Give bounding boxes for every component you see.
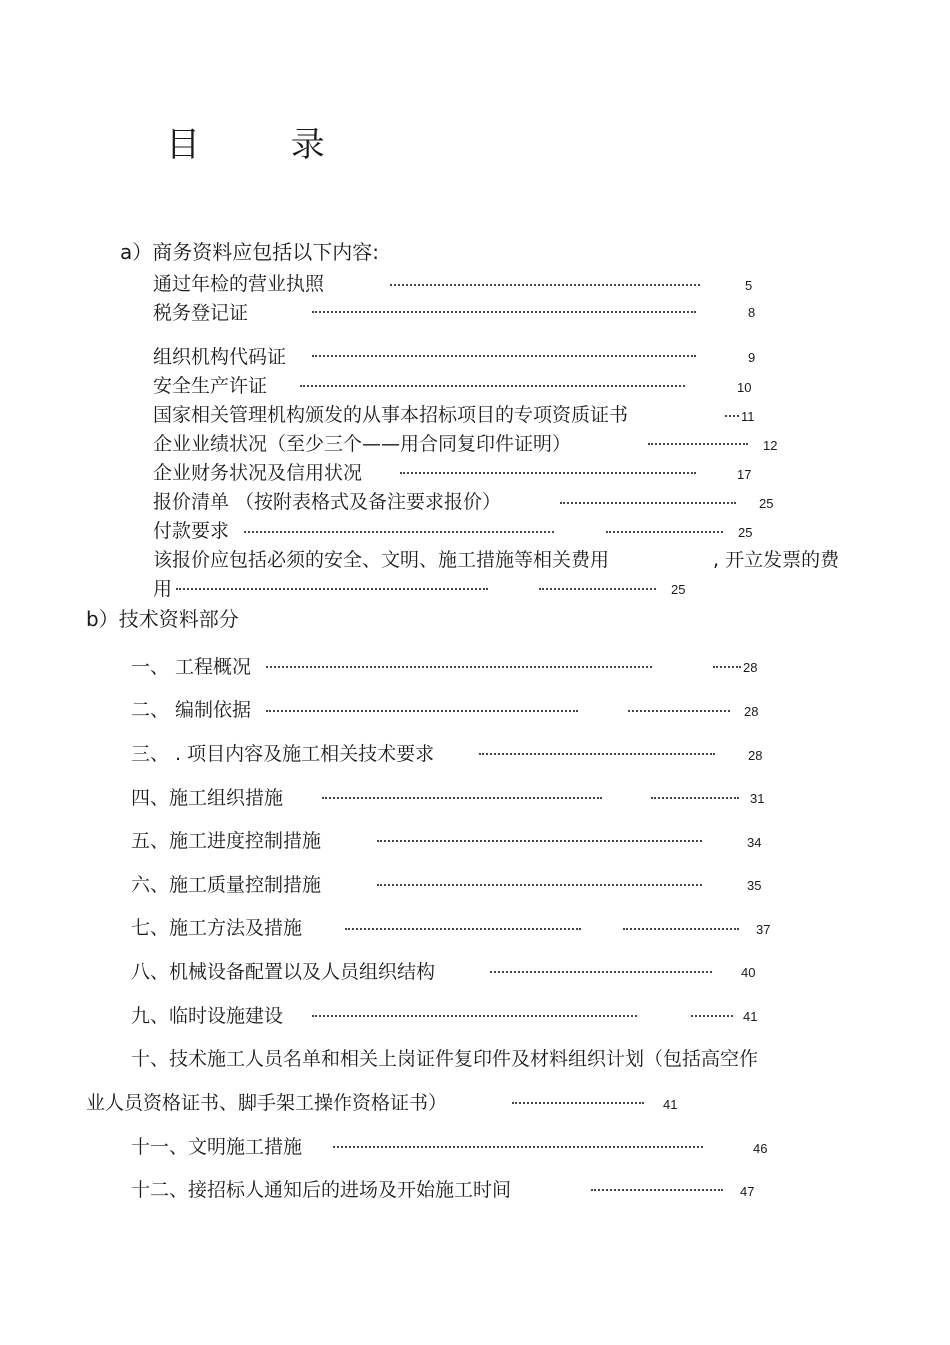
leader-dots xyxy=(713,666,741,668)
toc-entry-label: 十二、接招标人通知后的进场及开始施工时间 xyxy=(131,1179,512,1201)
toc-entry-label: 三、 . 项目内容及施工相关技术要求 xyxy=(131,743,435,765)
toc-entry-page: 31 xyxy=(750,791,765,806)
leader-dots xyxy=(606,531,723,533)
section-b-heading: b）技术资料部分 xyxy=(86,607,239,631)
leader-dots xyxy=(479,753,715,755)
toc-entry-page: 17 xyxy=(737,467,752,482)
leader-dots xyxy=(333,1146,703,1148)
toc-entry-label: 十一、文明施工措施 xyxy=(131,1136,303,1158)
toc-entry-label: 该报价应包括必须的安全、文明、施工措施等相关费用 xyxy=(153,549,610,571)
toc-entry-page: 41 xyxy=(743,1009,758,1024)
toc-entry-page: 28 xyxy=(744,704,759,719)
toc-entry-label: 企业业绩状况（至少三个——用合同复印件证明） xyxy=(153,433,572,455)
leader-dots xyxy=(400,472,696,474)
leader-dots xyxy=(266,710,578,712)
leader-dots xyxy=(244,531,554,533)
toc-entry-label-line2: 用 xyxy=(153,578,173,600)
leader-dots xyxy=(651,797,739,799)
toc-entry-page: 37 xyxy=(756,922,771,937)
leader-dots xyxy=(390,284,700,286)
toc-entry-label: 十、技术施工人员名单和相关上岗证件复印件及材料组织计划（包括高空作 xyxy=(131,1048,759,1070)
toc-entry-page: 8 xyxy=(748,305,756,320)
leader-dots xyxy=(648,443,748,445)
toc-entry-label: 国家相关管理机构颁发的从事本招标项目的专项资质证书 xyxy=(153,404,629,426)
leader-dots xyxy=(560,502,736,504)
leader-dots xyxy=(312,1015,637,1017)
leader-dots xyxy=(691,1015,733,1017)
leader-dots xyxy=(512,1102,644,1104)
toc-entry-page: 25 xyxy=(671,582,686,597)
toc-entry-page: 5 xyxy=(745,278,753,293)
toc-entry-page: 41 xyxy=(663,1097,678,1112)
toc-entry-label: 七、施工方法及措施 xyxy=(131,917,303,939)
leader-dots xyxy=(539,588,656,590)
toc-entry-page: 28 xyxy=(743,660,758,675)
leader-dots xyxy=(345,928,581,930)
toc-entry-label-continued: , 开立发票的费 xyxy=(713,549,840,571)
toc-entry-label: 报价清单 （按附表格式及备注要求报价） xyxy=(153,491,502,513)
toc-entry-page: 35 xyxy=(747,878,762,893)
toc-entry-page: 10 xyxy=(737,380,752,395)
toc-entry-label: 企业财务状况及信用状况 xyxy=(153,462,363,484)
leader-dots xyxy=(377,840,702,842)
leader-dots xyxy=(176,588,488,590)
leader-dots xyxy=(490,971,712,973)
toc-entry-label: 付款要求 xyxy=(153,520,230,542)
toc-entry-label: 组织机构代码证 xyxy=(153,346,287,368)
toc-entry-label: 八、机械设备配置以及人员组织结构 xyxy=(131,961,436,983)
toc-entry-label-line2: 业人员资格证书、脚手架工操作资格证书） xyxy=(86,1092,448,1114)
toc-entry-page: 25 xyxy=(738,525,753,540)
toc-entry-page: 12 xyxy=(763,438,778,453)
toc-entry-page: 9 xyxy=(748,350,756,365)
leader-dots xyxy=(628,710,730,712)
toc-entry-label: 四、施工组织措施 xyxy=(131,787,284,809)
leader-dots xyxy=(591,1189,723,1191)
leader-dots xyxy=(300,385,685,387)
section-a-heading: a）商务资料应包括以下内容: xyxy=(120,240,379,264)
toc-entry-label: 二、 编制依据 xyxy=(131,699,252,721)
toc-entry-page: 47 xyxy=(740,1184,755,1199)
leader-dots xyxy=(322,797,602,799)
page-title: 目 录 xyxy=(166,125,365,165)
toc-entry-label: 九、临时设施建设 xyxy=(131,1005,284,1027)
leader-dots xyxy=(266,666,652,668)
toc-entry-label: 六、施工质量控制措施 xyxy=(131,874,322,896)
toc-entry-label: 税务登记证 xyxy=(153,302,249,324)
leader-dots xyxy=(623,928,739,930)
toc-entry-page: 28 xyxy=(748,748,763,763)
toc-entry-label: 安全生产许证 xyxy=(153,375,268,397)
toc-entry-label: 五、施工进度控制措施 xyxy=(131,830,322,852)
toc-entry-page: 46 xyxy=(753,1141,768,1156)
toc-entry-label: 通过年检的营业执照 xyxy=(153,273,325,295)
leader-dots xyxy=(312,311,696,313)
toc-entry-page: 34 xyxy=(747,835,762,850)
toc-entry-page: 40 xyxy=(741,965,756,980)
leader-dots xyxy=(312,355,696,357)
toc-entry-label: 一、 工程概况 xyxy=(131,656,252,678)
leader-dots xyxy=(725,415,739,417)
toc-entry-page: 11 xyxy=(741,409,755,424)
toc-entry-page: 25 xyxy=(759,496,774,511)
leader-dots xyxy=(377,884,702,886)
